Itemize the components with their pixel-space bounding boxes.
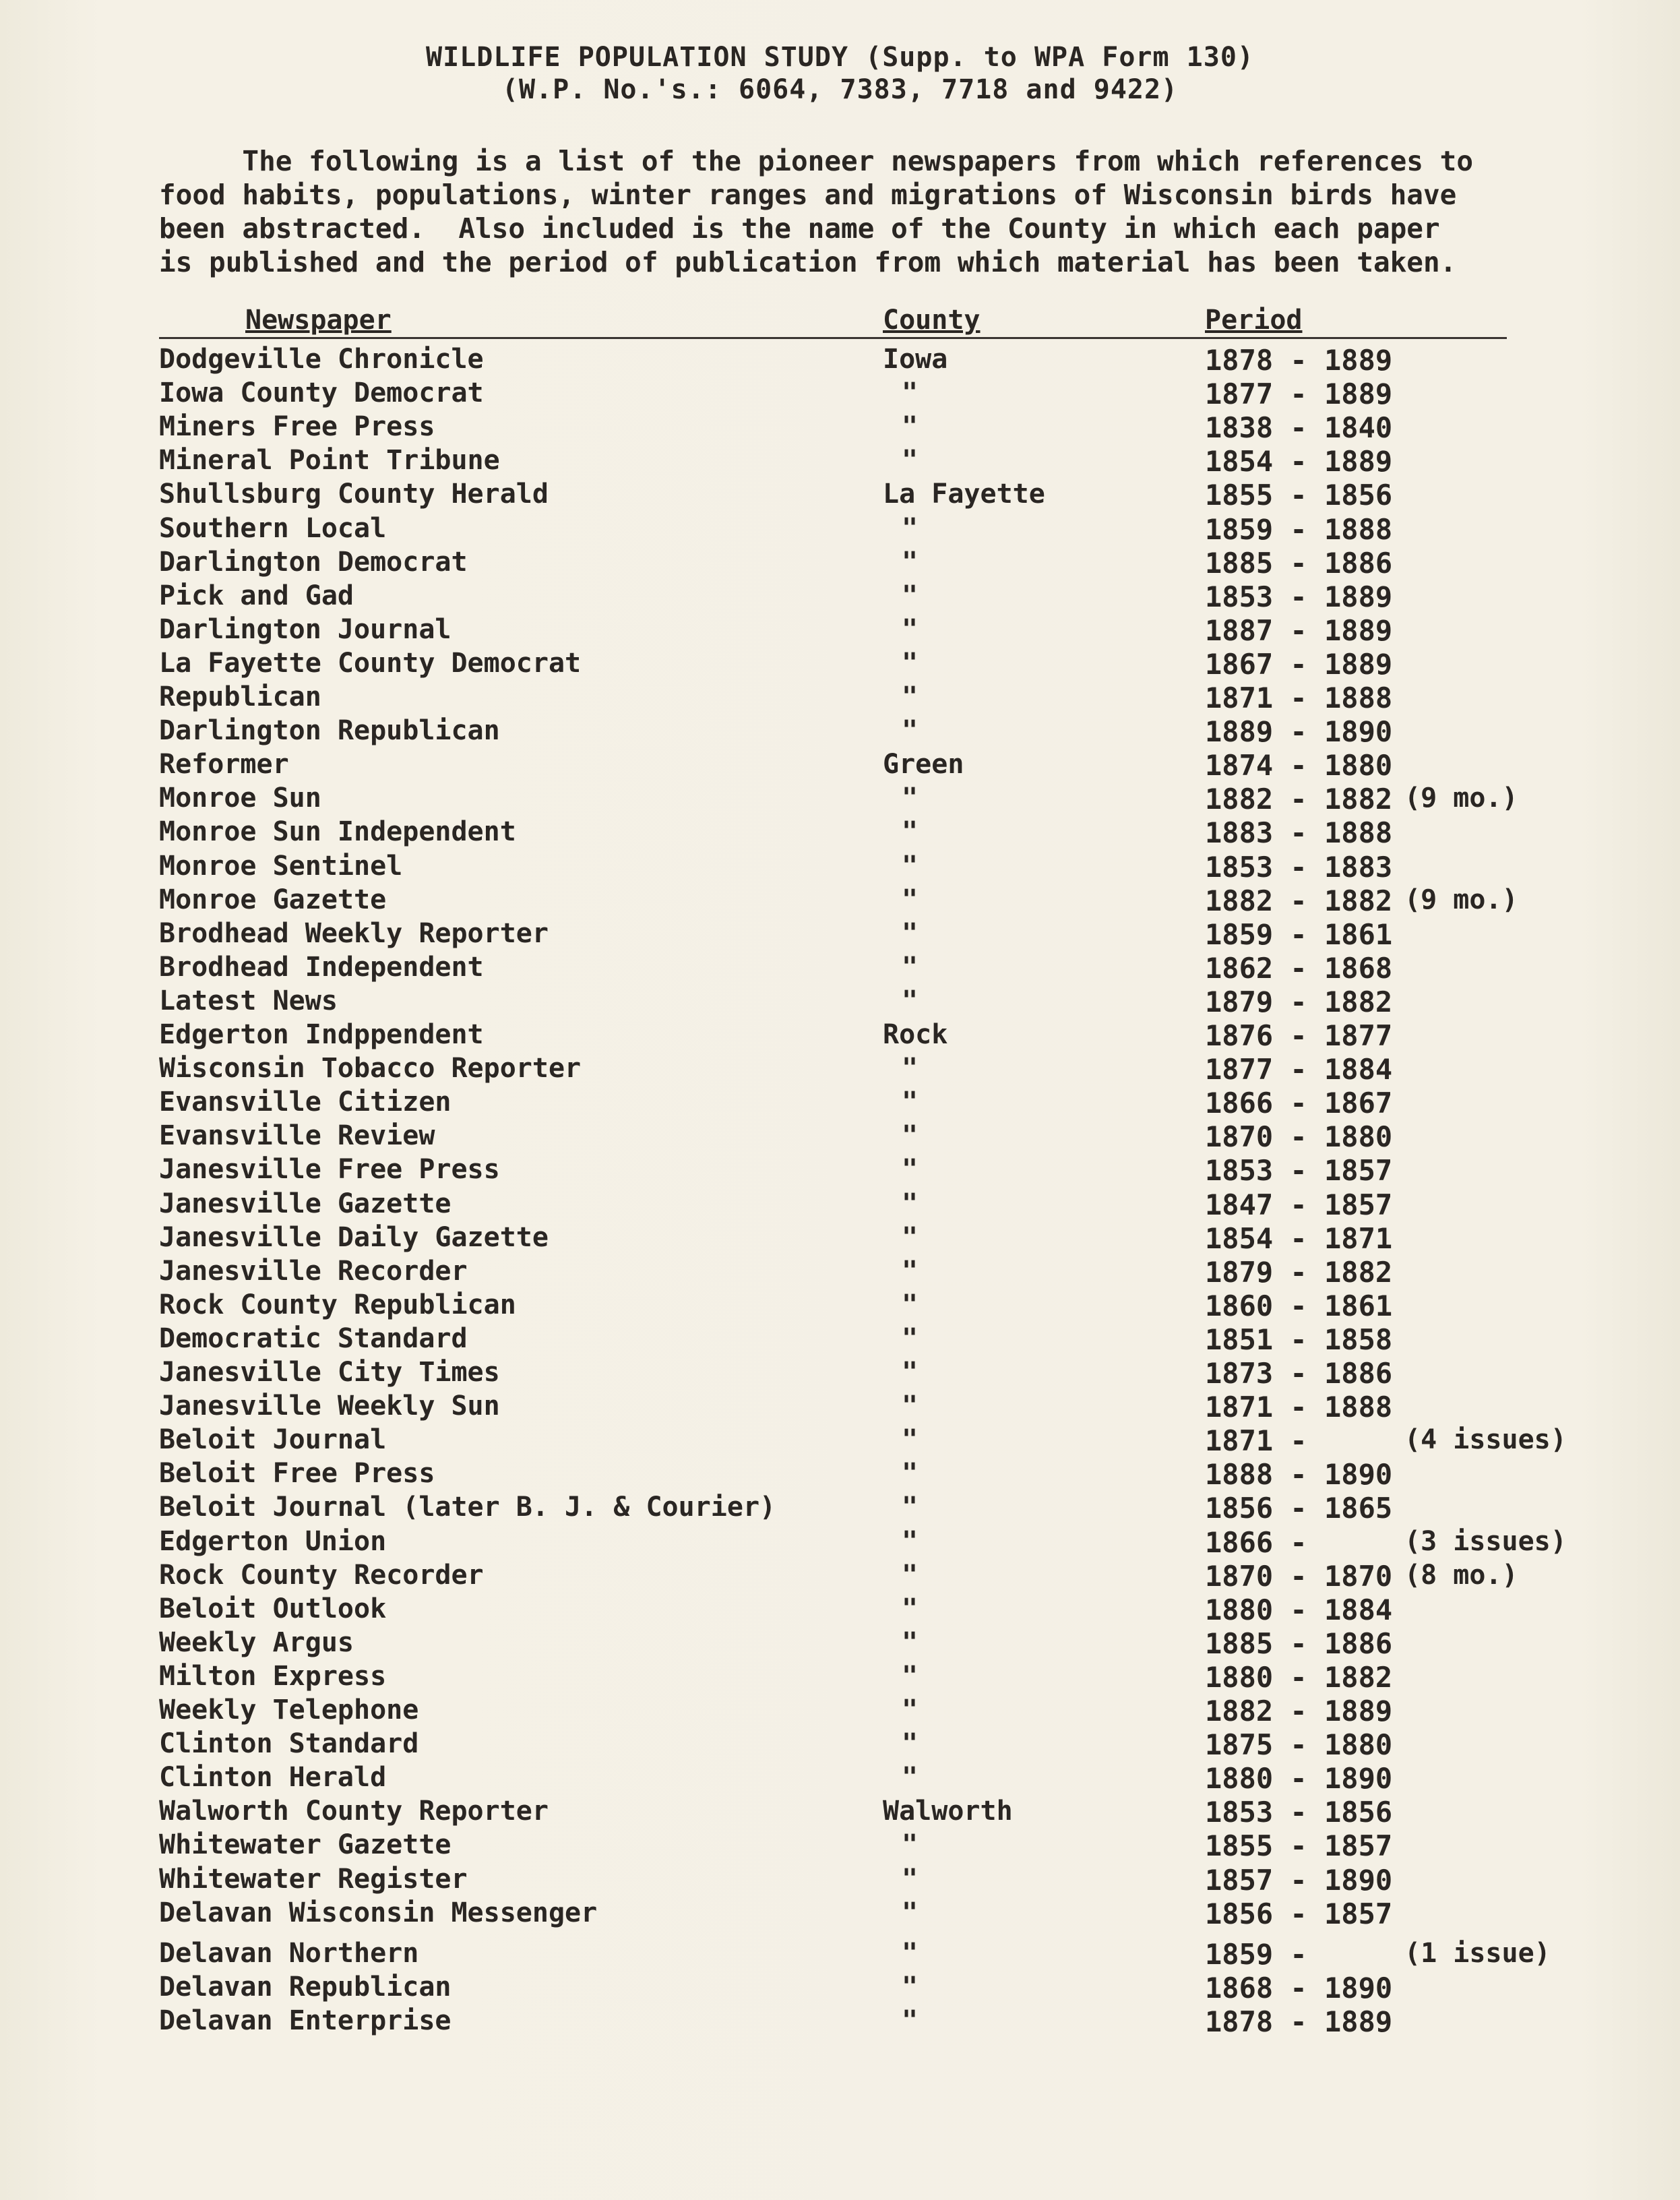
newspaper-name: Delavan Enterprise — [159, 2005, 452, 2036]
county-name: Rock — [883, 1019, 948, 1050]
table-row — [0, 1289, 1680, 1323]
county-name: La Fayette — [883, 479, 1045, 510]
publication-period: 1868 - 1890 — [1205, 1971, 1393, 2005]
table-row — [0, 1323, 1680, 1357]
publication-period: 1870 - 1880 — [1205, 1120, 1393, 1154]
newspaper-name: Beloit Free Press — [159, 1458, 435, 1490]
table-row — [0, 884, 1680, 918]
publication-period: 1856 - 1865 — [1205, 1492, 1393, 1525]
county-name: " — [902, 1559, 919, 1591]
newspaper-name: Beloit Journal — [159, 1424, 387, 1456]
county-name: " — [902, 1154, 919, 1186]
table-row — [0, 513, 1680, 547]
county-name: " — [902, 613, 919, 645]
county-name: " — [902, 1626, 919, 1658]
county-name: " — [902, 1762, 919, 1794]
table-row — [0, 1593, 1680, 1627]
publication-period: 1866 - 1867 — [1205, 1087, 1393, 1120]
county-name: " — [902, 445, 919, 477]
newspaper-name: Delavan Wisconsin Messenger — [159, 1897, 598, 1928]
county-name: " — [902, 850, 919, 882]
publication-period: 1885 - 1886 — [1205, 1626, 1393, 1660]
newspaper-name: Southern Local — [159, 512, 387, 544]
newspaper-name: Darlington Republican — [159, 715, 500, 747]
table-row — [0, 344, 1680, 377]
newspaper-name: Brodhead Independent — [159, 951, 484, 983]
document-subtitle: (W.P. No.'s.: 6064, 7383, 7718 and 9422) — [501, 74, 1179, 105]
table-row — [0, 952, 1680, 985]
newspaper-name: Rock County Republican — [159, 1289, 516, 1320]
newspaper-name: Janesville Gazette — [159, 1188, 452, 1219]
period-note: (8 mo.) — [1404, 1559, 1518, 1591]
publication-period: 1853 - 1857 — [1205, 1154, 1393, 1188]
publication-period: 1859 - 1861 — [1205, 917, 1393, 951]
table-row — [0, 681, 1680, 715]
period-note: (4 issues) — [1404, 1424, 1567, 1456]
publication-period: 1880 - 1882 — [1205, 1660, 1393, 1694]
newspaper-name: Clinton Standard — [159, 1728, 419, 1760]
publication-period: 1877 - 1889 — [1205, 377, 1393, 411]
county-name: " — [902, 783, 919, 814]
table-row — [0, 1694, 1680, 1728]
period-note: (9 mo.) — [1404, 884, 1518, 915]
county-name: " — [902, 1053, 919, 1084]
newspaper-name: Clinton Herald — [159, 1762, 387, 1794]
publication-period: 1855 - 1856 — [1205, 479, 1393, 512]
table-row — [0, 1019, 1680, 1053]
intro-line: been abstracted. Also included is the name of the County in which each paper — [159, 212, 1440, 245]
county-name: " — [902, 1357, 919, 1388]
publication-period: 1870 - 1870 — [1205, 1559, 1393, 1593]
county-name: " — [902, 411, 919, 443]
newspaper-name: Brodhead Weekly Reporter — [159, 917, 549, 949]
publication-period: 1867 - 1889 — [1205, 647, 1393, 681]
table-row — [0, 1120, 1680, 1154]
header-county: County — [883, 305, 981, 336]
intro-line: food habits, populations, winter ranges and migrations of Wisconsin birds have — [159, 179, 1457, 211]
county-name: " — [902, 1120, 919, 1152]
county-name: " — [902, 1863, 919, 1895]
table-row — [0, 1256, 1680, 1289]
newspaper-name: Janesville Daily Gazette — [159, 1221, 549, 1253]
newspaper-name: Weekly Argus — [159, 1626, 354, 1658]
publication-period: 1857 - 1890 — [1205, 1863, 1393, 1897]
newspaper-name: Beloit Journal (later B. J. & Courier) — [159, 1492, 776, 1523]
publication-period: 1859 - — [1205, 1937, 1307, 1971]
table-row — [0, 2005, 1680, 2039]
county-name: " — [902, 1937, 919, 1969]
newspaper-name: Reformer — [159, 749, 289, 781]
header-rule — [159, 337, 1507, 339]
newspaper-name: Milton Express — [159, 1660, 387, 1692]
period-note: (1 issue) — [1404, 1937, 1551, 1969]
table-row — [0, 749, 1680, 783]
county-name: " — [902, 512, 919, 544]
publication-period: 1854 - 1871 — [1205, 1221, 1393, 1255]
table-row — [0, 1053, 1680, 1087]
newspaper-name: Rock County Recorder — [159, 1559, 484, 1591]
newspaper-name: Monroe Sun Independent — [159, 816, 516, 848]
table-row — [0, 851, 1680, 884]
publication-period: 1853 - 1889 — [1205, 580, 1393, 613]
publication-period: 1873 - 1886 — [1205, 1357, 1393, 1390]
newspaper-name: Whitewater Register — [159, 1863, 468, 1895]
publication-period: 1882 - 1882 — [1205, 884, 1393, 917]
table-row — [0, 1864, 1680, 1897]
table-row — [0, 377, 1680, 411]
newspaper-name: Whitewater Gazette — [159, 1829, 452, 1861]
table-row — [0, 1154, 1680, 1188]
intro-line: is published and the period of publication from which material has been taken. — [159, 246, 1457, 278]
publication-period: 1853 - 1856 — [1205, 1796, 1393, 1829]
table-row — [0, 1391, 1680, 1424]
table-row — [0, 1188, 1680, 1222]
header-period: Period — [1205, 305, 1303, 336]
newspaper-name: Evansville Citizen — [159, 1087, 452, 1118]
publication-period: 1871 - 1888 — [1205, 1391, 1393, 1424]
newspaper-name: Delavan Republican — [159, 1971, 452, 2003]
header-newspaper: Newspaper — [245, 305, 392, 336]
table-row — [0, 1087, 1680, 1120]
publication-period: 1879 - 1882 — [1205, 985, 1393, 1018]
table-row — [0, 1526, 1680, 1560]
county-name: " — [902, 1424, 919, 1456]
publication-period: 1888 - 1890 — [1205, 1458, 1393, 1492]
publication-period: 1882 - 1882 — [1205, 783, 1393, 816]
county-name: " — [902, 1728, 919, 1760]
county-name: " — [902, 546, 919, 578]
table-row — [0, 1972, 1680, 2005]
publication-period: 1854 - 1889 — [1205, 445, 1393, 479]
table-row — [0, 1357, 1680, 1391]
table-row — [0, 648, 1680, 681]
county-name: " — [902, 377, 919, 409]
county-name: " — [902, 1289, 919, 1320]
publication-period: 1876 - 1877 — [1205, 1019, 1393, 1052]
publication-period: 1887 - 1889 — [1205, 613, 1393, 647]
publication-period: 1855 - 1857 — [1205, 1829, 1393, 1863]
county-name: " — [902, 1971, 919, 2003]
newspaper-name: Monroe Sentinel — [159, 850, 403, 882]
document-title: WILDLIFE POPULATION STUDY (Supp. to WPA Form 130) — [425, 42, 1255, 73]
publication-period: 1862 - 1868 — [1205, 951, 1393, 985]
newspaper-name: Darlington Democrat — [159, 546, 468, 578]
newspaper-name: Evansville Review — [159, 1120, 435, 1152]
newspaper-name: Janesville Free Press — [159, 1154, 500, 1186]
table-row — [0, 1897, 1680, 1931]
table-row — [0, 816, 1680, 850]
county-name: " — [902, 1897, 919, 1928]
county-name: " — [902, 681, 919, 712]
newspaper-name: Mineral Point Tribune — [159, 445, 500, 477]
publication-period: 1838 - 1840 — [1205, 411, 1393, 445]
publication-period: 1877 - 1884 — [1205, 1053, 1393, 1087]
county-name: Walworth — [883, 1796, 1013, 1827]
county-name: " — [902, 1255, 919, 1287]
county-name: " — [902, 1087, 919, 1118]
newspaper-name: Edgerton Union — [159, 1525, 387, 1557]
county-name: " — [902, 1525, 919, 1557]
publication-period: 1859 - 1888 — [1205, 512, 1393, 546]
newspaper-name: Shullsburg County Herald — [159, 479, 549, 510]
period-note: (3 issues) — [1404, 1525, 1567, 1557]
table-row — [0, 1424, 1680, 1458]
newspaper-name: Wisconsin Tobacco Reporter — [159, 1053, 582, 1084]
newspaper-name: Janesville City Times — [159, 1357, 500, 1388]
county-name: Iowa — [883, 344, 948, 375]
county-name: " — [902, 1829, 919, 1861]
newspaper-name: Democratic Standard — [159, 1322, 468, 1354]
publication-period: 1851 - 1858 — [1205, 1322, 1393, 1356]
table-row — [0, 715, 1680, 749]
newspaper-name: Janesville Weekly Sun — [159, 1391, 500, 1422]
publication-period: 1866 - — [1205, 1525, 1307, 1559]
publication-period: 1847 - 1857 — [1205, 1188, 1393, 1221]
period-note: (9 mo.) — [1404, 783, 1518, 814]
county-name: " — [902, 1492, 919, 1523]
county-name: " — [902, 1188, 919, 1219]
county-name: " — [902, 1458, 919, 1490]
publication-period: 1878 - 1889 — [1205, 344, 1393, 377]
publication-period: 1871 - — [1205, 1424, 1307, 1458]
county-name: " — [902, 2005, 919, 2036]
publication-period: 1879 - 1882 — [1205, 1255, 1393, 1289]
table-row — [0, 1492, 1680, 1525]
publication-period: 1871 - 1888 — [1205, 681, 1393, 714]
newspaper-name: Edgerton Indppendent — [159, 1019, 484, 1050]
county-name: " — [902, 1593, 919, 1624]
publication-period: 1880 - 1884 — [1205, 1593, 1393, 1626]
table-row — [0, 411, 1680, 445]
table-row — [0, 1938, 1680, 1972]
publication-period: 1860 - 1861 — [1205, 1289, 1393, 1322]
table-row — [0, 479, 1680, 512]
publication-period: 1875 - 1880 — [1205, 1728, 1393, 1762]
publication-period: 1882 - 1889 — [1205, 1694, 1393, 1728]
publication-period: 1853 - 1883 — [1205, 850, 1393, 884]
table-row — [0, 1762, 1680, 1796]
publication-period: 1889 - 1890 — [1205, 715, 1393, 749]
county-name: " — [902, 985, 919, 1016]
table-row — [0, 918, 1680, 952]
county-name: " — [902, 1694, 919, 1725]
table-row — [0, 1627, 1680, 1661]
table-row — [0, 580, 1680, 614]
table-row — [0, 1728, 1680, 1762]
publication-period: 1878 - 1889 — [1205, 2005, 1393, 2038]
county-name: " — [902, 647, 919, 679]
table-row — [0, 1222, 1680, 1256]
table-row — [0, 445, 1680, 479]
county-name: " — [902, 1221, 919, 1253]
newspaper-name: Iowa County Democrat — [159, 377, 484, 409]
publication-period: 1856 - 1857 — [1205, 1897, 1393, 1930]
table-row — [0, 1829, 1680, 1863]
county-name: " — [902, 951, 919, 983]
table-row — [0, 1458, 1680, 1492]
county-name: " — [902, 884, 919, 915]
county-name: " — [902, 1391, 919, 1422]
table-row — [0, 547, 1680, 580]
county-name: Green — [883, 749, 964, 781]
newspaper-name: Delavan Northern — [159, 1937, 419, 1969]
county-name: " — [902, 1322, 919, 1354]
publication-period: 1880 - 1890 — [1205, 1762, 1393, 1796]
table-row — [0, 614, 1680, 648]
newspaper-name: Republican — [159, 681, 321, 712]
table-row — [0, 985, 1680, 1019]
county-name: " — [902, 917, 919, 949]
newspaper-name: Monroe Gazette — [159, 884, 387, 915]
newspaper-name: Beloit Outlook — [159, 1593, 387, 1624]
newspaper-name: Janesville Recorder — [159, 1255, 468, 1287]
county-name: " — [902, 580, 919, 611]
county-name: " — [902, 715, 919, 747]
table-row — [0, 1796, 1680, 1829]
newspaper-name: Walworth County Reporter — [159, 1796, 549, 1827]
publication-period: 1874 - 1880 — [1205, 749, 1393, 783]
publication-period: 1885 - 1886 — [1205, 546, 1393, 580]
table-row — [0, 1661, 1680, 1694]
county-name: " — [902, 1660, 919, 1692]
newspaper-name: Weekly Telephone — [159, 1694, 419, 1725]
newspaper-name: Dodgeville Chronicle — [159, 344, 484, 375]
newspaper-name: Miners Free Press — [159, 411, 435, 443]
publication-period: 1883 - 1888 — [1205, 816, 1393, 850]
table-row — [0, 1560, 1680, 1593]
table-row — [0, 783, 1680, 816]
intro-line: The following is a list of the pioneer newspapers from which references to — [159, 145, 1474, 177]
newspaper-name: Pick and Gad — [159, 580, 354, 611]
newspaper-name: La Fayette County Democrat — [159, 647, 582, 679]
newspaper-name: Darlington Journal — [159, 613, 452, 645]
county-name: " — [902, 816, 919, 848]
newspaper-name: Latest News — [159, 985, 338, 1016]
newspaper-name: Monroe Sun — [159, 783, 321, 814]
